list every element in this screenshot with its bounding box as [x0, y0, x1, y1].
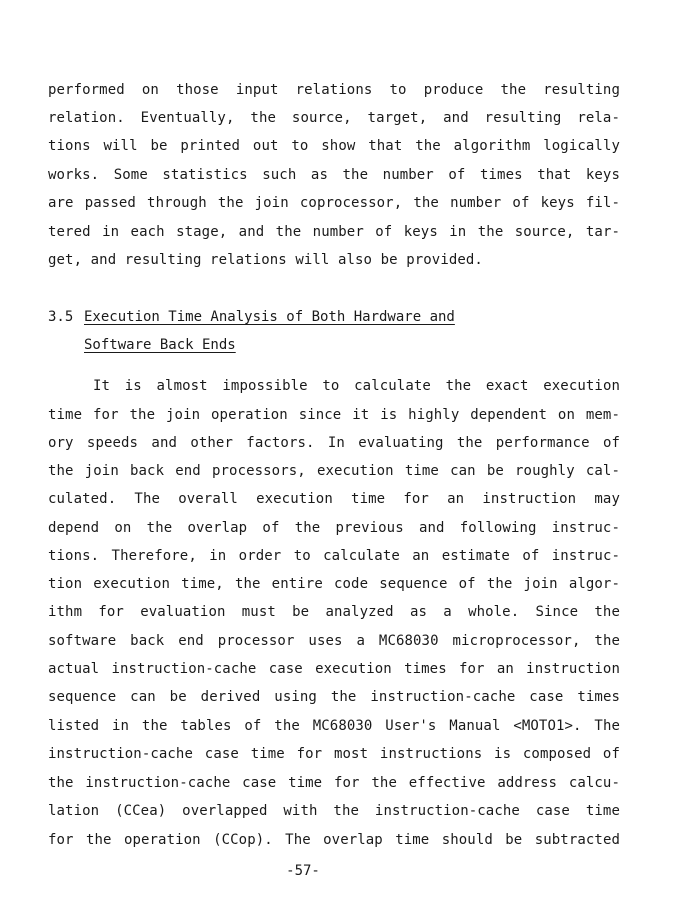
text-line: lation (CCea) overlapped with the instruction-cache case time [48, 803, 620, 819]
text-line: tions. Therefore, in order to calculate an estimate of instruc- [48, 548, 620, 564]
text-line: listed in the tables of the MC68030 User's Manual <MOTO1>. The [48, 718, 620, 734]
text-line: relation. Eventually, the source, target, and resulting rela- [48, 110, 620, 126]
section-title-line-2: Software Back Ends [84, 337, 236, 353]
text-line: It is almost impossible to calculate the exact execution [93, 378, 620, 394]
text-line: get, and resulting relations will also be provided. [48, 252, 483, 268]
text-line: time for the join operation since it is highly dependent on mem- [48, 407, 620, 423]
page-number: -57- [286, 863, 320, 879]
text-line: for the operation (CCop). The overlap time should be subtracted [48, 832, 620, 848]
text-line: depend on the overlap of the previous and following instruc- [48, 520, 620, 536]
text-line: are passed through the join coprocessor, the number of keys fil- [48, 195, 620, 211]
text-line: performed on those input relations to produce the resulting [48, 82, 620, 98]
text-line: tered in each stage, and the number of keys in the source, tar- [48, 224, 620, 240]
text-line: actual instruction-cache case execution times for an instruction [48, 661, 620, 677]
text-line: tion execution time, the entire code sequence of the join algor- [48, 576, 620, 592]
text-line: works. Some statistics such as the number of times that keys [48, 167, 620, 183]
text-line: sequence can be derived using the instruction-cache case times [48, 689, 620, 705]
section-title-line-1: Execution Time Analysis of Both Hardware and [84, 309, 455, 325]
text-line: the join back end processors, execution time can be roughly cal- [48, 463, 620, 479]
text-line: tions will be printed out to show that the algorithm logically [48, 138, 620, 154]
text-line: ory speeds and other factors. In evaluating the performance of [48, 435, 620, 451]
text-line: software back end processor uses a MC68030 microprocessor, the [48, 633, 620, 649]
text-line: instruction-cache case time for most instructions is composed of [48, 746, 620, 762]
text-line: culated. The overall execution time for an instruction may [48, 491, 620, 507]
text-line: ithm for evaluation must be analyzed as a whole. Since the [48, 604, 620, 620]
section-number: 3.5 [48, 309, 74, 325]
text-line: the instruction-cache case time for the effective address calcu- [48, 775, 620, 791]
